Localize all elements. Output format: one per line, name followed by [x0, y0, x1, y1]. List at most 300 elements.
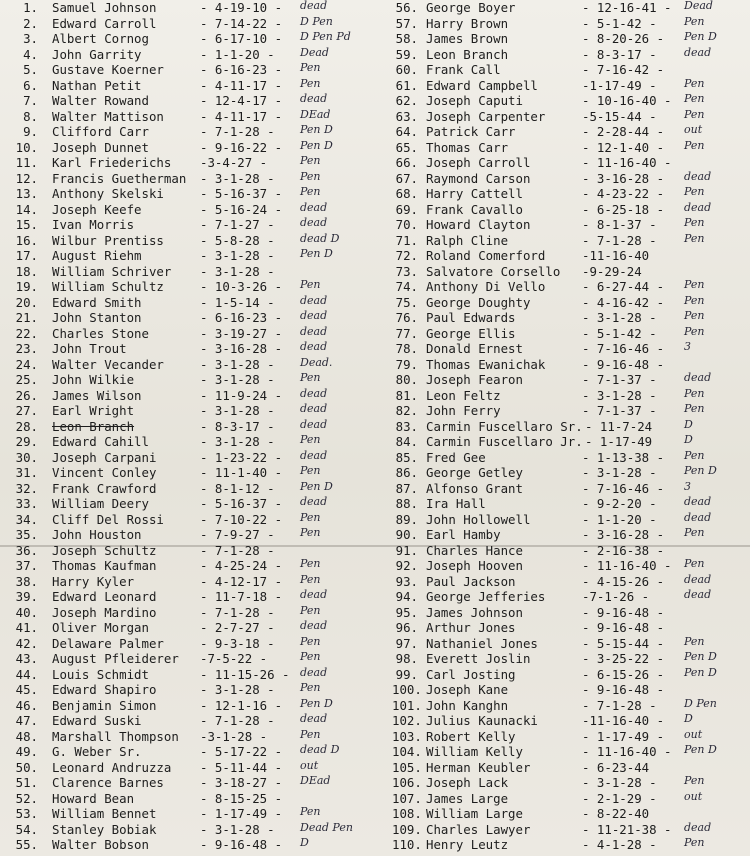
entry-date: - 8-20-26 - — [582, 31, 665, 46]
entry-date: - 7-9-27 - — [200, 527, 275, 542]
entry-date: - 4-23-22 - — [582, 186, 665, 201]
member-name: Thomas Kaufman — [52, 558, 157, 573]
entry-number: 78. — [395, 341, 418, 356]
entry-number: 100. — [392, 682, 422, 697]
entry-number: 77. — [395, 325, 418, 341]
list-item — [392, 233, 750, 249]
entry-date: - 7-1-28 - — [200, 542, 275, 558]
member-name: Joseph Carroll — [426, 155, 531, 170]
list-item — [0, 822, 390, 838]
handwritten-note: Pen — [684, 557, 705, 570]
list-item — [0, 543, 390, 559]
entry-number: 67. — [395, 170, 418, 186]
entry-number: 71. — [395, 232, 418, 248]
handwritten-note: Pen D — [684, 665, 717, 679]
entry-number: 54. — [15, 821, 38, 837]
handwritten-note: dead D — [300, 743, 340, 756]
entry-date: - 3-18-27 - — [200, 775, 283, 790]
entry-date: - 5-11-44 - — [200, 759, 283, 775]
entry-date: - 11-9-24 - — [200, 387, 283, 403]
entry-date: - 1-5-14 - — [200, 294, 275, 310]
handwritten-note: Pen D — [684, 464, 717, 477]
list-item — [0, 760, 390, 776]
member-name: John Stanton — [52, 310, 142, 325]
entry-date: - 7-1-28 - — [200, 604, 275, 620]
entry-number: 56. — [395, 0, 418, 15]
member-name: John Ferry — [426, 403, 501, 418]
entry-date: - 11-7-18 - — [200, 589, 283, 604]
member-name: Earl Wright — [52, 403, 135, 418]
entry-date: - 4-1-28 - — [582, 837, 657, 852]
member-name: Nathan Petit — [52, 77, 142, 93]
handwritten-note: Pen D — [300, 696, 333, 710]
entry-date: - 12-1-40 - — [582, 139, 665, 155]
handwritten-note: Pen — [300, 557, 321, 570]
entry-number: 102. — [392, 713, 422, 728]
handwritten-note: D — [684, 433, 693, 446]
member-name: Patrick Carr — [426, 124, 516, 139]
entry-date: - 3-1-28 - — [200, 248, 275, 263]
entry-number: 29. — [15, 434, 38, 449]
handwritten-note: out — [300, 758, 319, 772]
member-name: Herman Keubler — [426, 759, 531, 775]
entry-number: 38. — [15, 573, 38, 589]
entry-date: - 9-2-20 - — [582, 496, 657, 511]
entry-number: 33. — [15, 496, 38, 511]
list-item — [392, 744, 750, 760]
entry-date: - 3-1-28 - — [200, 682, 275, 697]
member-name: Thomas Carr — [426, 139, 509, 155]
handwritten-note: Pen — [300, 154, 321, 167]
member-name: Alfonso Grant — [426, 480, 523, 496]
entry-date: - 8-1-12 - — [200, 480, 275, 496]
entry-date: - 3-1-28 - — [200, 170, 275, 186]
list-item — [0, 775, 390, 791]
entry-number: 11. — [15, 155, 38, 170]
entry-date: - 4-16-42 - — [582, 294, 665, 310]
entry-date: - 3-1-28 - — [200, 821, 275, 837]
member-name: Harry Kyler — [52, 573, 135, 589]
member-name: Joseph Fearon — [426, 372, 523, 387]
list-item — [0, 419, 390, 435]
entry-number: 17. — [15, 248, 38, 263]
member-name: Harry Brown — [426, 15, 509, 31]
entry-number: 35. — [15, 527, 38, 542]
entry-number: 91. — [395, 542, 418, 558]
member-name: Benjamin Simon — [52, 697, 157, 713]
member-name: Harry Cattell — [426, 186, 523, 201]
list-item — [0, 326, 390, 342]
entry-date: - 3-1-28 - — [200, 263, 275, 279]
member-name: Delaware Palmer — [52, 635, 164, 651]
handwritten-note: Pen — [684, 107, 705, 121]
roster-column-right — [392, 0, 750, 853]
entry-date: - 1-23-22 - — [200, 449, 283, 465]
entry-number: 37. — [15, 558, 38, 573]
list-item — [0, 450, 390, 466]
handwritten-note: D Pen Pd — [300, 30, 351, 43]
member-name: James Large — [426, 790, 509, 806]
entry-number: 93. — [395, 573, 418, 589]
handwritten-note: Pen — [684, 14, 705, 28]
handwritten-note: dead — [300, 588, 328, 601]
handwritten-note: Pen — [684, 76, 705, 90]
handwritten-note: Pen — [300, 464, 321, 477]
entry-number: 15. — [15, 217, 38, 232]
member-name: Henry Leutz — [426, 837, 509, 852]
handwritten-note: dead — [300, 293, 328, 307]
entry-number: 7. — [23, 93, 38, 108]
entry-number: 52. — [15, 790, 38, 806]
entry-number: 8. — [23, 108, 38, 124]
entry-date: - 10-16-40 - — [582, 93, 672, 108]
list-item — [0, 698, 390, 714]
entry-number: 106. — [392, 775, 422, 790]
entry-date: - 6-16-23 - — [200, 310, 283, 325]
handwritten-note: dead — [300, 402, 328, 415]
member-name: Leon Feltz — [426, 387, 501, 403]
entry-number: 72. — [395, 248, 418, 263]
member-name: Carl Josting — [426, 666, 516, 682]
entry-date: - 2-1-29 - — [582, 790, 657, 806]
entry-number: 82. — [395, 403, 418, 418]
list-item — [0, 264, 390, 280]
handwritten-note: D Pen — [300, 14, 333, 28]
handwritten-note: dead — [300, 309, 328, 322]
member-name: Joseph Lack — [426, 775, 509, 790]
entry-date: - 6-25-18 - — [582, 201, 665, 217]
handwritten-note: Pen — [300, 526, 321, 539]
entry-number: 97. — [395, 635, 418, 651]
entry-date: - 5-16-37 - — [200, 186, 283, 201]
handwritten-note: Dead. — [300, 355, 333, 369]
handwritten-note: dead — [300, 417, 328, 431]
member-name: William Large — [426, 806, 523, 821]
handwritten-note: Pen — [300, 650, 321, 663]
handwritten-note: Pen — [300, 278, 321, 291]
entry-date: -1-17-49 - — [582, 77, 657, 93]
member-name: Frank Cavallo — [426, 201, 523, 217]
member-name: Edward Cahill — [52, 434, 149, 449]
handwritten-note: Pen — [684, 634, 705, 648]
member-name: G. Weber Sr. — [52, 744, 142, 759]
entry-date: - 4-11-17 - — [200, 108, 283, 124]
member-name: John Wilkie — [52, 372, 135, 387]
entry-date: - 1-1-20 - — [582, 511, 657, 527]
member-name: August Pfleiderer — [52, 651, 179, 666]
entry-date: - 1-17-49 — [585, 434, 653, 449]
entry-number: 79. — [395, 356, 418, 372]
member-name: John Hollowell — [426, 511, 531, 527]
member-name: Joseph Kane — [426, 682, 509, 697]
entry-date: - 4-15-26 - — [582, 573, 665, 589]
entry-date: - 5-16-37 - — [200, 496, 283, 511]
entry-number: 62. — [395, 93, 418, 108]
member-name: Albert Cornog — [52, 31, 149, 46]
entry-date: -7-1-26 - — [582, 589, 650, 604]
handwritten-note: dead — [684, 45, 712, 59]
list-item — [392, 341, 750, 357]
entry-number: 1. — [23, 0, 38, 15]
member-name: Roland Comerford — [426, 248, 546, 263]
entry-date: - 6-23-44 — [582, 759, 650, 775]
handwritten-note: Pen — [684, 774, 705, 787]
member-name: William Deery — [52, 496, 149, 511]
member-name: Vincent Conley — [52, 465, 157, 480]
entry-number: 76. — [395, 310, 418, 325]
entry-number: 47. — [15, 713, 38, 728]
list-item — [392, 791, 750, 807]
entry-date: - 8-3-17 - — [200, 418, 275, 434]
entry-number: 16. — [15, 232, 38, 248]
entry-date: - 7-16-46 - — [582, 341, 665, 356]
entry-date: - 4-11-17 - — [200, 77, 283, 93]
handwritten-note: Pen — [300, 727, 321, 741]
handwritten-note: Pen — [300, 681, 321, 694]
handwritten-note: Pen — [684, 526, 705, 539]
entry-date: - 11-15-26 - — [200, 666, 290, 682]
entry-number: 101. — [392, 697, 422, 713]
list-item — [0, 434, 390, 450]
entry-number: 66. — [395, 155, 418, 170]
entry-number: 21. — [15, 310, 38, 325]
list-item — [0, 62, 390, 78]
entry-number: 13. — [15, 186, 38, 201]
member-name: Joseph Dunnet — [52, 139, 149, 155]
entry-number: 41. — [15, 620, 38, 635]
entry-date: - 5-17-22 - — [200, 744, 283, 759]
member-name: Frank Call — [426, 62, 501, 77]
member-name: Joseph Carpani — [52, 449, 157, 465]
entry-date: -11-16-40 - — [582, 713, 665, 728]
entry-number: 18. — [15, 263, 38, 279]
entry-date: - 3-16-28 - — [582, 527, 665, 542]
member-name: Edward Campbell — [426, 77, 538, 93]
entry-number: 58. — [395, 31, 418, 46]
member-name: Edward Leonard — [52, 589, 157, 604]
list-item — [0, 186, 390, 202]
member-name: Edward Shapiro — [52, 682, 157, 697]
entry-number: 110. — [392, 837, 422, 852]
entry-number: 28. — [15, 418, 38, 434]
handwritten-note: Pen — [684, 185, 705, 198]
list-item — [0, 372, 390, 388]
handwritten-note: Pen — [684, 92, 705, 105]
list-item — [0, 651, 390, 667]
handwritten-note: dead — [684, 371, 712, 384]
member-name: Salvatore Corsello — [426, 263, 561, 279]
member-name: Walter Rowand — [52, 93, 149, 108]
entry-number: 60. — [395, 62, 418, 77]
list-item — [0, 620, 390, 636]
member-name: Anthony Di Vello — [426, 279, 546, 294]
entry-number: 22. — [15, 325, 38, 341]
member-name: Walter Bobson — [52, 837, 149, 852]
member-name: Leonard Andruzza — [52, 759, 172, 775]
handwritten-note: 3 — [684, 340, 691, 353]
entry-number: 98. — [395, 651, 418, 666]
member-name: Clifford Carr — [52, 124, 149, 139]
handwritten-note: dead — [300, 712, 328, 725]
handwritten-note: Pen — [300, 169, 321, 183]
list-item — [392, 419, 750, 435]
entry-number: 50. — [15, 759, 38, 775]
entry-date: - 4-19-10 - — [200, 0, 283, 15]
entry-number: 59. — [395, 46, 418, 62]
handwritten-note: dead D — [300, 231, 340, 245]
list-item — [392, 527, 750, 543]
entry-date: - 1-13-38 - — [582, 449, 665, 465]
entry-date: - 1-17-49 - — [200, 806, 283, 821]
entry-number: 87. — [395, 480, 418, 496]
entry-date: - 3-1-28 - — [200, 356, 275, 372]
entry-date: -11-16-40 — [582, 248, 650, 263]
handwritten-note: D — [300, 836, 309, 849]
handwritten-note: dead — [300, 216, 328, 229]
entry-number: 4. — [23, 46, 38, 62]
entry-date: - 6-17-10 - — [200, 31, 283, 46]
entry-date: - 11-1-40 - — [200, 465, 283, 480]
entry-date: - 6-15-26 - — [582, 666, 665, 682]
member-name: Joseph Carpenter — [426, 108, 546, 124]
handwritten-note: dead — [300, 619, 328, 632]
handwritten-note: Pen — [300, 185, 321, 198]
list-item — [392, 140, 750, 156]
entry-date: - 7-16-46 - — [582, 480, 665, 496]
member-name: Leon Branch — [52, 418, 135, 434]
member-name: August Riehm — [52, 248, 142, 263]
entry-date: - 9-16-48 - — [582, 620, 665, 635]
list-item — [0, 47, 390, 63]
handwritten-note: Pen D — [300, 123, 333, 136]
handwritten-note: Dead — [684, 0, 713, 12]
entry-date: - 3-16-28 - — [582, 170, 665, 186]
member-name: Robert Kelly — [426, 728, 516, 744]
member-name: George Doughty — [426, 294, 531, 310]
member-name: Raymond Carson — [426, 170, 531, 186]
entry-date: - 1-1-20 - — [200, 46, 275, 62]
member-name: Clarence Barnes — [52, 775, 164, 790]
entry-date: - 11-7-24 — [585, 418, 653, 434]
list-item — [0, 171, 390, 187]
member-name: James Brown — [426, 31, 509, 46]
entry-number: 63. — [395, 108, 418, 124]
handwritten-note: D Pen — [684, 696, 717, 710]
member-name: Nathaniel Jones — [426, 635, 538, 651]
entry-number: 34. — [15, 511, 38, 527]
entry-number: 81. — [395, 387, 418, 403]
entry-number: 103. — [392, 728, 422, 744]
member-name: James Johnson — [426, 604, 523, 620]
member-name: George Boyer — [426, 0, 516, 15]
handwritten-note: Pen — [300, 634, 321, 648]
member-name: Joseph Schultz — [52, 542, 157, 558]
member-name: Louis Schmidt — [52, 666, 149, 682]
entry-number: 46. — [15, 697, 38, 713]
member-name: Charles Lawyer — [426, 821, 531, 837]
entry-number: 99. — [395, 666, 418, 682]
list-item — [392, 465, 750, 481]
entry-number: 51. — [15, 775, 38, 790]
entry-date: - 7-1-27 - — [200, 217, 275, 232]
entry-number: 73. — [395, 263, 418, 279]
entry-number: 96. — [395, 620, 418, 635]
list-item — [0, 295, 390, 311]
list-item — [392, 326, 750, 342]
entry-number: 74. — [395, 279, 418, 294]
handwritten-note: dead — [300, 665, 328, 679]
entry-number: 85. — [395, 449, 418, 465]
list-item — [0, 667, 390, 683]
list-item — [0, 279, 390, 295]
handwritten-note: out — [684, 123, 703, 136]
entry-date: - 3-1-28 - — [200, 372, 275, 387]
entry-number: 25. — [15, 372, 38, 387]
handwritten-note: Pen D — [684, 743, 717, 756]
handwritten-note: dead — [300, 92, 328, 105]
member-name: Arthur Jones — [426, 620, 516, 635]
handwritten-note: Pen D — [300, 138, 333, 152]
handwritten-note: Pen — [684, 836, 705, 849]
handwritten-note: Pen — [300, 61, 321, 74]
member-name: George Ellis — [426, 325, 516, 341]
entry-number: 57. — [395, 15, 418, 31]
list-item — [392, 589, 750, 605]
member-name: James Wilson — [52, 387, 142, 403]
list-item — [0, 202, 390, 218]
entry-number: 80. — [395, 372, 418, 387]
handwritten-note: dead — [684, 169, 712, 183]
entry-number: 10. — [15, 139, 38, 155]
member-name: Karl Friederichs — [52, 155, 172, 170]
member-name: Francis Guetherman — [52, 170, 187, 186]
member-name: Thomas Ewanichak — [426, 356, 546, 372]
entry-number: 109. — [392, 821, 422, 837]
list-item — [0, 310, 390, 326]
list-item — [0, 744, 390, 760]
entry-number: 40. — [15, 604, 38, 620]
entry-number: 3. — [23, 31, 38, 46]
entry-date: - 3-1-28 - — [582, 775, 657, 790]
entry-number: 42. — [15, 635, 38, 651]
handwritten-note: DEad — [300, 774, 331, 787]
entry-number: 49. — [15, 744, 38, 759]
handwritten-note: dead — [300, 340, 328, 353]
handwritten-note: 3 — [684, 479, 691, 493]
list-item — [0, 512, 390, 528]
entry-date: - 3-1-28 - — [582, 310, 657, 325]
member-name: George Jefferies — [426, 589, 546, 604]
list-item — [0, 713, 390, 729]
entry-date: - 12-4-17 - — [200, 93, 283, 108]
member-name: Carmin Fuscellaro Jr. — [426, 434, 583, 449]
handwritten-note: D — [684, 712, 693, 725]
handwritten-note: dead — [684, 572, 712, 586]
handwritten-note: dead — [300, 495, 328, 508]
entry-date: - 8-22-40 — [582, 806, 650, 821]
entry-date: - 3-1-28 - — [200, 403, 275, 418]
entry-number: 5. — [23, 62, 38, 77]
handwritten-note: dead — [684, 820, 712, 834]
handwritten-note: Pen — [684, 386, 705, 400]
entry-date: -3-1-28 - — [200, 728, 268, 744]
entry-date: - 11-16-40 - — [582, 155, 672, 170]
entry-date: - 5-15-44 - — [582, 635, 665, 651]
member-name: Cliff Del Rossi — [52, 511, 164, 527]
member-name: Howard Clayton — [426, 217, 531, 232]
member-name: Joseph Caputi — [426, 93, 523, 108]
entry-number: 107. — [392, 790, 422, 806]
